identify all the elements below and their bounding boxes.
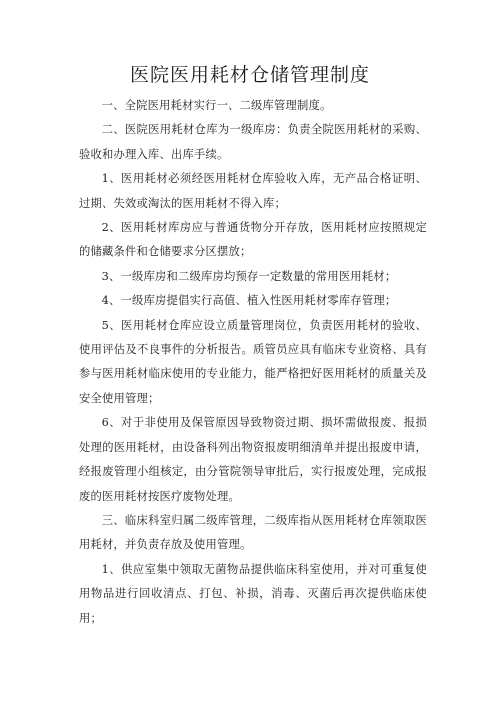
document-body bbox=[79, 94, 427, 631]
paragraph-2: 二、医院医用耗材仓库为一级库房：负责全院医用耗材的采购、验收和办理入库、出库手续。 bbox=[79, 123, 427, 161]
paragraph-7: 5、医用耗材仓库应设立质量管理岗位，负责医用耗材的验收、使用评估及不良事件的分析报告。质管员应具有临床专业资格、具有参与医用耗材临床使用的专业能力，能严格把好医用耗材的质量关及安全使用管理； bbox=[79, 318, 427, 405]
paragraph-1: 一、全院医用耗材实行一、二级库管理制度。 bbox=[101, 99, 332, 112]
paragraph-9: 三、临床科室归属二级库管理，二级库指从医用耗材仓库领取医用耗材，并负责存放及使用管理。 bbox=[79, 513, 427, 552]
paragraph-6: 4、一级库房提倡实行高值、植入性医用耗材零库存管理； bbox=[101, 294, 397, 308]
paragraph-4: 2、医用耗材库房应与普通货物分开存放，医用耗材应按照规定的储藏条件和仓储要求分区摆放； bbox=[79, 221, 427, 259]
paragraph-5: 3、一级库房和二级库房均预存一定数量的常用医用耗材； bbox=[101, 269, 397, 283]
paragraph-10: 1、供应室集中领取无菌物品提供临床科室使用，并对可重复使用物品进行回收清点、打包、补损，消毒、灭菌后再次提供临床使用； bbox=[79, 562, 427, 625]
paragraph-8: 6、对于非使用及保管原因导致物资过期、损坏需做报废、报损处理的医用耗材，由设备科列出物资报废明细清单并提出报废申请，经报废管理小组核定，由分管院领导审批后，实行报废处理，完成报废的医用耗材按医疗废物处理。 bbox=[79, 416, 427, 503]
document-title: 医院医用耗材仓储管理制度 bbox=[129, 64, 370, 86]
paragraph-3: 1、医用耗材必须经医用耗材仓库验收入库，无产品合格证明、过期、失效或淘汰的医用耗材不得入库； bbox=[79, 172, 427, 210]
